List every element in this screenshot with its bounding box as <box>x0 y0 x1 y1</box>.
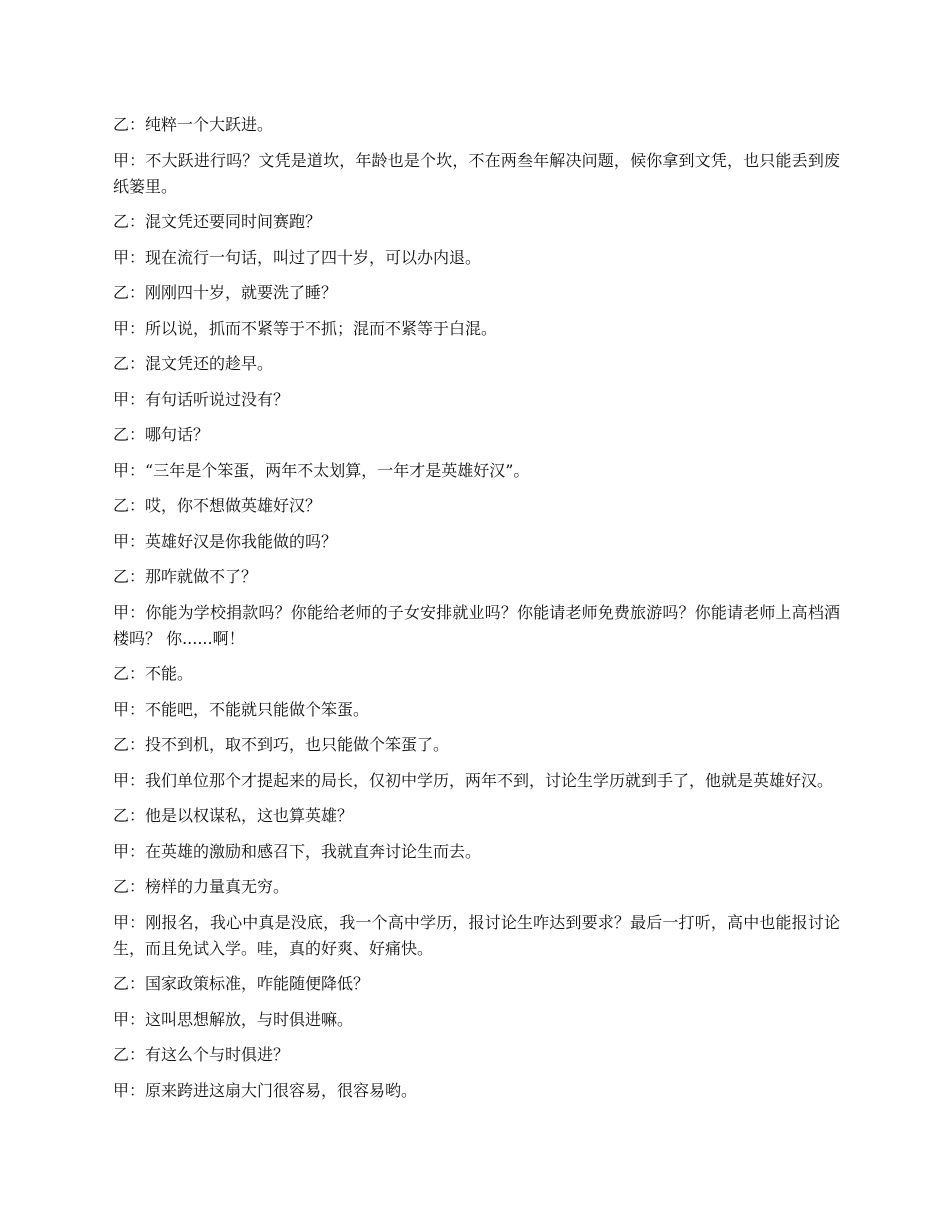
dialogue-line <box>113 458 840 484</box>
line-text: 刚刚四十岁，就要洗了睡？ <box>145 283 338 302</box>
line-text: 现在流行一句话，叫过了四十岁，可以办内退。 <box>145 247 482 267</box>
dialogue-line <box>113 1078 840 1104</box>
line-text: 有句话听说过没有？ <box>145 389 290 409</box>
line-text: 英雄好汉是你我能做的吗？ <box>145 531 338 551</box>
dialogue-line <box>113 661 840 687</box>
line-text: 哪句话？ <box>145 425 210 444</box>
line-text: 纯粹一个大跃进。 <box>145 115 274 134</box>
dialogue-body <box>113 112 840 1113</box>
dialogue-line <box>113 874 840 900</box>
dialogue-line <box>113 529 840 555</box>
speaker-label: 甲： <box>113 318 146 338</box>
speaker-label: 甲： <box>113 247 146 267</box>
line-text: 我们单位那个才提起来的局长，仅初中学历，两年不到，讨论生学历就到手了，他就是英雄好汉。 <box>145 770 834 790</box>
speaker-label: 甲： <box>113 699 146 719</box>
line-text: 他是以权谋私，这也算英雄？ <box>145 806 354 825</box>
speaker-label: 乙： <box>113 877 146 896</box>
line-text: 国家政策标准，咋能随便降低？ <box>145 974 370 993</box>
line-text: 有这么个与时俱进？ <box>145 1045 290 1064</box>
dialogue-line <box>113 245 840 271</box>
speaker-label: 甲： <box>113 841 146 861</box>
line-text: 不大跃进行吗？文凭是道坎，年龄也是个坎，不在两叁年解决问题，候你拿到文凭，也只能丢到废纸篓里。 <box>113 150 840 196</box>
speaker-label: 乙： <box>113 567 146 586</box>
speaker-label: 乙： <box>113 664 146 683</box>
speaker-label: 乙： <box>113 974 146 993</box>
dialogue-line <box>113 803 840 829</box>
dialogue-line <box>113 732 840 758</box>
speaker-label: 乙： <box>113 283 146 302</box>
dialogue-line <box>113 351 840 377</box>
dialogue-line <box>113 493 840 519</box>
speaker-label: 乙： <box>113 354 146 373</box>
line-text: 榜样的力量真无穷。 <box>145 877 290 896</box>
speaker-label: 乙： <box>113 115 146 134</box>
dialogue-line <box>113 910 840 962</box>
line-text: 所以说，抓而不紧等于不抓；混而不紧等于白混。 <box>145 318 498 338</box>
dialogue-line <box>113 1007 840 1033</box>
line-text: 在英雄的激励和感召下，我就直奔讨论生而去。 <box>145 841 482 861</box>
line-text: 原来跨进这扇大门很容易，很容易哟。 <box>145 1080 418 1100</box>
speaker-label: 甲： <box>113 1080 146 1100</box>
speaker-label: 乙： <box>113 212 146 231</box>
line-text: 那咋就做不了？ <box>145 567 258 586</box>
dialogue-line <box>113 387 840 413</box>
line-text: 哎，你不想做英雄好汉？ <box>145 496 322 515</box>
speaker-label: 乙： <box>113 735 146 754</box>
dialogue-line <box>113 112 840 138</box>
speaker-label: 甲： <box>113 1009 146 1029</box>
dialogue-line <box>113 209 840 235</box>
speaker-label: 乙： <box>113 1045 146 1064</box>
speaker-label: 甲： <box>113 460 146 480</box>
dialogue-line <box>113 564 840 590</box>
line-text: 不能。 <box>145 664 194 683</box>
speaker-label: 甲： <box>113 150 146 170</box>
speaker-label: 甲： <box>113 531 146 551</box>
dialogue-line <box>113 422 840 448</box>
line-text: 不能吧，不能就只能做个笨蛋。 <box>145 699 370 719</box>
speaker-label: 乙： <box>113 806 146 825</box>
line-text: “三年是个笨蛋，两年不太划算，一年才是英雄好汉”。 <box>145 460 530 480</box>
speaker-label: 甲： <box>113 770 146 790</box>
line-text: 你能为学校捐款吗？你能给老师的子女安排就业吗？你能请老师免费旅游吗？你能请老师上高档酒楼吗？ 你......啊！ <box>113 602 840 648</box>
dialogue-line <box>113 280 840 306</box>
dialogue-line <box>113 148 840 200</box>
dialogue-line <box>113 600 840 652</box>
speaker-label: 甲： <box>113 912 146 932</box>
dialogue-line <box>113 1042 840 1068</box>
dialogue-line <box>113 971 840 997</box>
line-text: 混文凭还要同时间赛跑？ <box>145 212 322 231</box>
dialogue-line <box>113 839 840 865</box>
speaker-label: 甲： <box>113 389 146 409</box>
speaker-label: 乙： <box>113 496 146 515</box>
line-text: 刚报名，我心中真是没底，我一个高中学历，报讨论生咋达到要求？最后一打听，高中也能报讨论生，而且免试入学。哇，真的好爽、好痛快。 <box>113 912 840 958</box>
speaker-label: 乙： <box>113 425 146 444</box>
dialogue-line <box>113 697 840 723</box>
line-text: 混文凭还的趁早。 <box>145 354 274 373</box>
dialogue-line <box>113 316 840 342</box>
line-text: 这叫思想解放，与时俱进嘛。 <box>145 1009 354 1029</box>
speaker-label: 甲： <box>113 602 146 622</box>
line-text: 投不到机，取不到巧，也只能做个笨蛋了。 <box>145 735 450 754</box>
dialogue-line <box>113 768 840 794</box>
